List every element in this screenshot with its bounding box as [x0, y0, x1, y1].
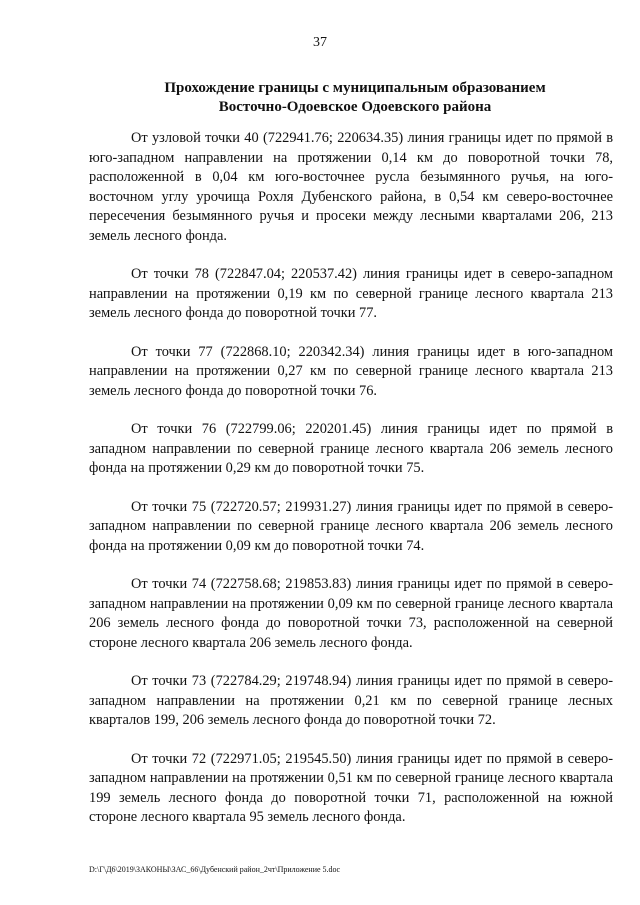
paragraph-point-78: От точки 78 (722847.04; 220537.42) линия границы идет в северо-западном направлении на протяжении 0,19 км по северной границе лесного квартала 213 земель лесного фонда до поворотной точки 77. — [89, 266, 613, 321]
paragraph-point-77: От точки 77 (722868.10; 220342.34) линия границы идет в юго-западном направлении на протяжении 0,27 км по северной границе лесного квартала 213 земель лесного фонда до поворотной точки 76. — [89, 343, 613, 399]
paragraph-point-76: От точки 76 (722799.06; 220201.45) линия границы идет по прямой в западном направлении по северной границе лесного квартала 206 земель лесного фонда на протяжении 0,29 км до поворотной точки 75. — [89, 421, 613, 476]
paragraph-point-75: От точки 75 (722720.57; 219931.27) линия границы идет по прямой в северо-западном направлении по северной границе лесного квартала 206 земель лесного фонда на протяжении 0,09 км до поворотной точки 74. — [89, 498, 613, 554]
title-line-1: Прохождение границы с муниципальным образованием — [164, 80, 546, 96]
footer-file-path: D:\Г\Д6\2019\ЗАКОНЫ\ЗАС_66\Дубенский район_2чт\Приложение 5.doc — [89, 865, 341, 874]
document-body — [89, 129, 613, 847]
title-line-2: Восточно-Одоевское Одоевского района — [218, 99, 492, 115]
paragraph-point-74: От точки 74 (722758.68; 219853.83) линия границы идет по прямой в северо-западном направлении на протяжении 0,09 км по северной границе лесного квартала 206 земель лесного фонда до поворотной точки 73, расположенной на северной стороне лесного квартала 206 земель лесного фонда. — [89, 576, 613, 651]
paragraph-point-40: От узловой точки 40 (722941.76; 220634.35) линия границы идет по прямой в юго-западном направлении на протяжении 0,14 км до поворотной точки 78, расположенной в 0,04 км юго-восточнее русла безымянного ручья, на юго-восточном углу урочища Рохля Дубенского района, в 0,54 км северо-восточнее пересечения безымянного ручья и просеки между лесными кварталами 206, 213 земель лесного фонда. — [89, 130, 613, 244]
page-number: 37 — [313, 35, 327, 50]
paragraph-point-73: От точки 73 (722784.29; 219748.94) линия границы идет по прямой в северо-западном направлении на протяжении 0,21 км по северной границе лесных кварталов 199, 206 земель лесного фонда до поворотной точки 72. — [89, 673, 613, 728]
paragraph-point-72: От точки 72 (722971.05; 219545.50) линия границы идет по прямой в северо-западном направлении на протяжении 0,51 км по северной границе лесного квартала 199 земель лесного фонда до поворотной точки 71, расположенной на южной стороне лесного квартала 95 земель лесного фонда. — [89, 750, 613, 825]
document-title — [60, 79, 640, 117]
